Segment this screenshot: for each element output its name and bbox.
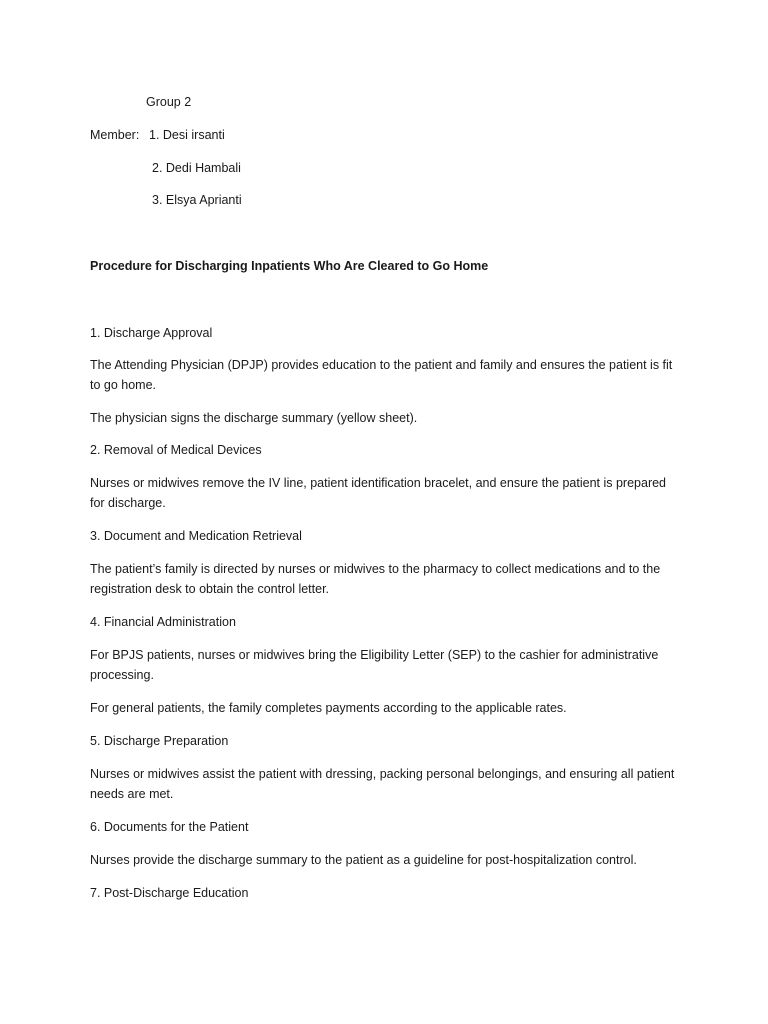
group-label: Group 2 xyxy=(146,95,192,109)
section-paragraph: The physician signs the discharge summary (yellow sheet). xyxy=(90,411,418,425)
section-heading: 1. Discharge Approval xyxy=(90,326,213,340)
section-heading: 4. Financial Administration xyxy=(90,615,236,629)
section-heading: 5. Discharge Preparation xyxy=(90,734,229,748)
section-paragraph: For general patients, the family completes payments according to the applicable rates. xyxy=(90,701,567,715)
section-paragraph: For BPJS patients, nurses or midwives bring the Eligibility Letter (SEP) to the cashier for administrative processing. xyxy=(90,648,659,682)
member-item: 1. Desi irsanti xyxy=(149,128,225,142)
section-heading: 3. Document and Medication Retrieval xyxy=(90,529,302,543)
member-item: 3. Elsya Aprianti xyxy=(152,193,242,207)
section-paragraph: The Attending Physician (DPJP) provides education to the patient and family and ensures the patient is fit to go home. xyxy=(90,358,673,392)
member-item: 2. Dedi Hambali xyxy=(152,161,241,175)
section-paragraph: Nurses or midwives assist the patient with dressing, packing personal belongings, and ensuring all patient needs are met. xyxy=(90,767,675,801)
section-heading: 7. Post-Discharge Education xyxy=(90,886,249,900)
document-title: Procedure for Discharging Inpatients Who Are Cleared to Go Home xyxy=(90,259,489,273)
section-paragraph: Nurses provide the discharge summary to the patient as a guideline for post-hospitalization control. xyxy=(90,853,637,867)
section-paragraph: The patient’s family is directed by nurses or midwives to the pharmacy to collect medications and to the registration desk to obtain the control letter. xyxy=(90,562,661,596)
section-heading: 6. Documents for the Patient xyxy=(90,820,249,834)
member-label: Member: xyxy=(90,128,140,142)
section-paragraph: Nurses or midwives remove the IV line, patient identification bracelet, and ensure the patient is prepared for discharge. xyxy=(90,476,667,510)
section-heading: 2. Removal of Medical Devices xyxy=(90,443,262,457)
